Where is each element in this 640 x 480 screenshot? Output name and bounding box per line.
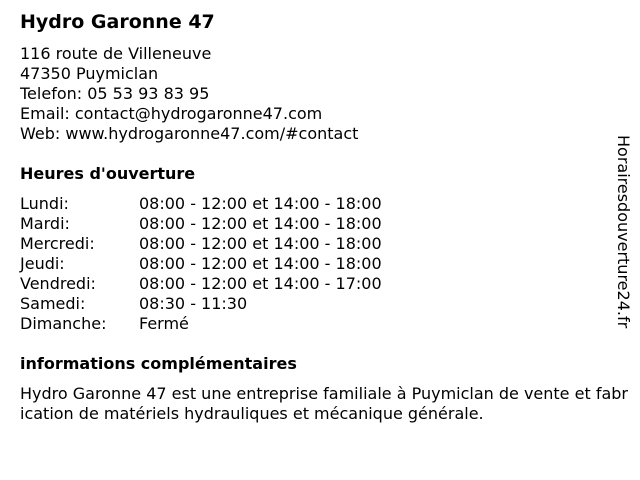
hours-row-sunday [20, 314, 620, 334]
hours-row-monday [20, 194, 620, 214]
hours-day: Samedi: [20, 294, 86, 313]
hours-time: 08:00 - 12:00 et 14:00 - 18:00 [139, 194, 382, 213]
hours-time: 08:30 - 11:30 [139, 294, 248, 313]
hours-row-friday [20, 274, 620, 294]
hours-time: 08:00 - 12:00 et 14:00 - 18:00 [139, 254, 382, 273]
hours-day: Mercredi: [20, 234, 95, 253]
hours-row-thursday [20, 254, 620, 274]
hours-row-saturday [20, 294, 620, 314]
hours-day: Vendredi: [20, 274, 96, 293]
hours-day: Mardi: [20, 214, 70, 233]
hours-time: Fermé [139, 314, 189, 333]
hours-table [20, 194, 620, 334]
hours-row-tuesday [20, 214, 620, 234]
site-watermark: Horairesdouverture24.fr [614, 135, 633, 329]
hours-time: 08:00 - 12:00 et 14:00 - 18:00 [139, 214, 382, 233]
email-line: Email: contact@hydrogaronne47.com [20, 104, 323, 123]
info-description: Hydro Garonne 47 est une entreprise familiale à Puymiclan de vente et fabrication de matériels hydrauliques et mécanique générale. [20, 384, 628, 423]
phone-line: Telefon: 05 53 93 83 95 [20, 84, 210, 103]
contact-block [20, 44, 620, 144]
address-city: 47350 Puymiclan [20, 64, 159, 83]
info-heading: informations complémentaires [20, 354, 297, 373]
hours-time: 08:00 - 12:00 et 14:00 - 17:00 [139, 274, 382, 293]
address-street: 116 route de Villeneuve [20, 44, 212, 63]
hours-day: Lundi: [20, 194, 69, 213]
hours-day: Dimanche: [20, 314, 107, 333]
hours-day: Jeudi: [20, 254, 65, 273]
hours-heading: Heures d'ouverture [20, 164, 196, 183]
business-name: Hydro Garonne 47 [20, 11, 215, 33]
web-line: Web: www.hydrogaronne47.com/#contact [20, 124, 359, 143]
hours-row-wednesday [20, 234, 620, 254]
hours-time: 08:00 - 12:00 et 14:00 - 18:00 [139, 234, 382, 253]
